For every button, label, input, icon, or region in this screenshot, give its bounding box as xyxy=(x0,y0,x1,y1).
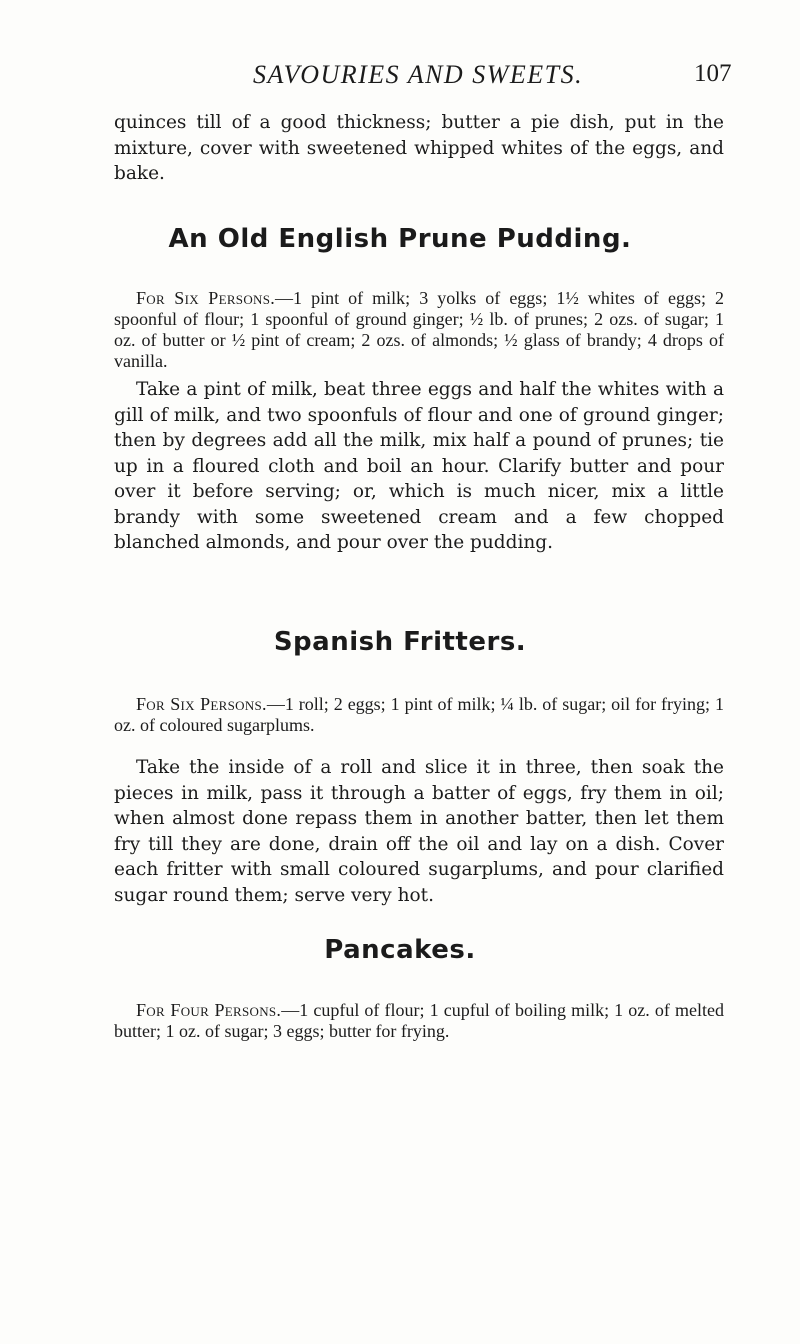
spanish-fritters-method-text: Take the inside of a roll and slice it in three, then soak the pieces in milk, pass it through a batter of eggs, fry them in oil; when almost done repass them in another batter, then let them fry till they are done, drain off the oil and lay on a dish. Cover each fritter with small coloured sugarplums, and pour clarified sugar round them; serve very hot. xyxy=(114,757,724,906)
running-head xyxy=(0,60,800,90)
spanish-fritters-ingredients xyxy=(114,694,724,736)
prune-pudding-servings: For Six Persons. xyxy=(136,288,276,308)
prune-pudding-ingredient-list: —1 pint of milk; 3 yolks of eggs; 1½ whites of eggs; 2 spoonful of flour; 1 spoonful of ground ginger; ½ lb. of prunes; 2 ozs. of sugar; 1 oz. of butter or ½ pint of cream; 2 ozs. of almonds; ½ glass of brandy; 4 drops of vanilla. xyxy=(114,288,724,371)
spanish-fritters-ingredient-list: —1 roll; 2 eggs; 1 pint of milk; ¼ lb. of sugar; oil for frying; 1 oz. of coloured sugarplums. xyxy=(114,694,724,735)
recipe-heading-prune-pudding: An Old English Prune Pudding. xyxy=(168,224,632,254)
recipe-heading-spanish-fritters: Spanish Fritters. xyxy=(273,627,527,657)
pancakes-servings: For Four Persons. xyxy=(136,1000,282,1020)
pancakes-ingredient-list: —1 cupful of flour; 1 cupful of boiling milk; 1 oz. of melted butter; 1 oz. of sugar; 3 eggs; butter for frying. xyxy=(114,1000,724,1041)
prune-pudding-method xyxy=(114,377,724,556)
pancakes-ingredients xyxy=(114,1000,724,1042)
recipe-heading-pancakes: Pancakes. xyxy=(324,935,476,965)
prune-pudding-ingredients xyxy=(114,288,724,372)
continuation-paragraph xyxy=(114,110,724,187)
spanish-fritters-method xyxy=(114,755,724,908)
spanish-fritters-servings: For Six Persons. xyxy=(136,694,267,714)
continuation-text: quinces till of a good thickness; butter a pie dish, put in the mixture, cover with sweetened whipped whites of the eggs, and bake. xyxy=(114,112,724,184)
prune-pudding-method-text: Take a pint of milk, beat three eggs and half the whites with a gill of milk, and two spoonfuls of flour and one of ground ginger; then by degrees add all the milk, mix half a pound of prunes; tie up in a floured cloth and boil an hour. Clarify butter and pour over it before serving; or, which is much nicer, mix a little brandy with some sweetened cream and a few chopped blanched almonds, and pour over the pudding. xyxy=(114,379,724,553)
running-title: SAVOURIES AND SWEETS. xyxy=(253,60,584,89)
page-number: 107 xyxy=(694,60,732,87)
